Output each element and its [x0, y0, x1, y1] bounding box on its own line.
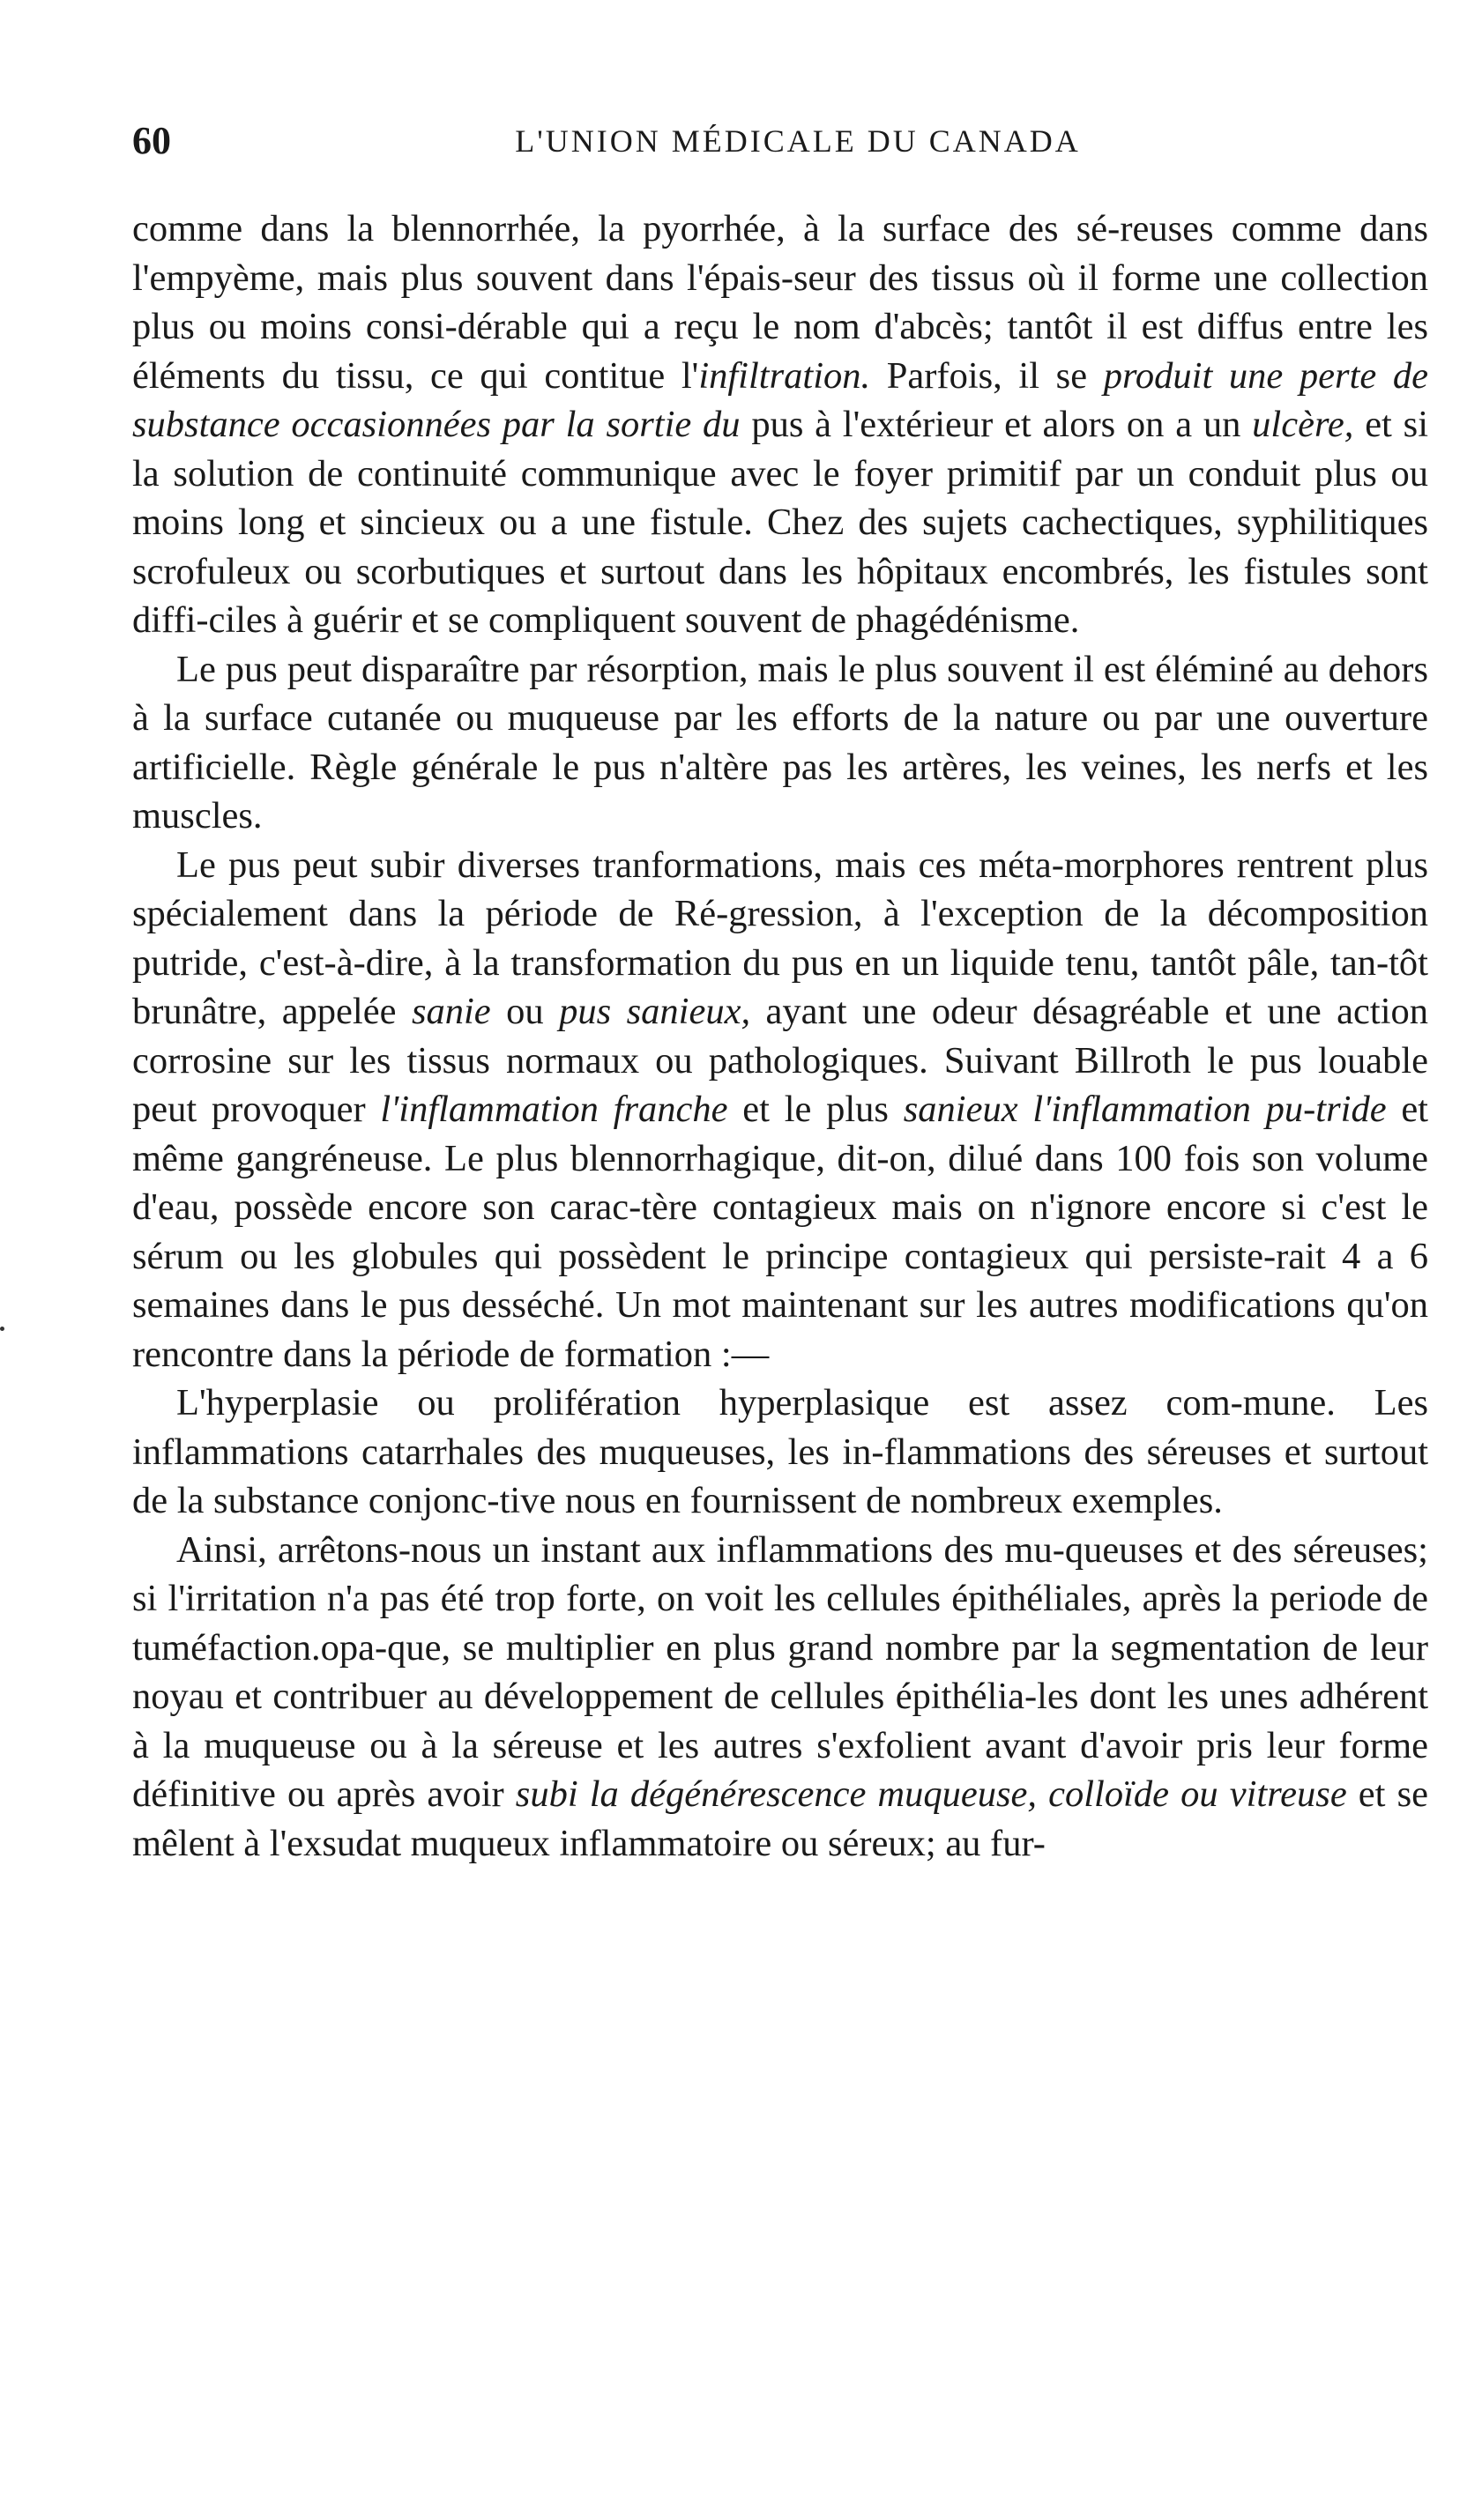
body-text [132, 204, 1428, 1868]
journal-title: L'UNION MÉDICALE DU CANADA [515, 123, 1081, 159]
book-page [132, 115, 1428, 1868]
paragraph-3: Le pus peut subir diverses tranformations, mais ces méta-morphores rentrent plus spécialement dans la période de Ré-gression, à l'exception de la décomposition putride, c'est-à-dire, à la transformation du pus en un liquide tenu, tantôt pâle, tan-tôt brunâtre, appelée sanie ou pus sanieux, ayant une odeur désagréable et une action corrosine sur les tissus normaux ou pathologiques. Suivant Billroth le pus louable peut provoquer l'inflammation franche et le plus sanieux l'inflammation pu-tride et même gangréneuse. Le plus blennorrhagique, dit-on, dilué dans 100 fois son volume d'eau, possède encore son carac-tère contagieux mais on n'ignore encore si c'est le sérum ou les globules qui possèdent le principe contagieux qui persiste-rait 4 a 6 semaines dans le pus desséché. Un mot maintenant sur les autres modifications qu'on rencontre dans la période de formation :— [132, 844, 1428, 1375]
paragraph-2: Le pus peut disparaître par résorption, mais le plus souvent il est éléminé au dehors à la surface cutanée ou muqueuse par les efforts de la nature ou par une ouverture artificielle. Règle générale le pus n'altère pas les artères, les veines, les nerfs et les muscles. [132, 648, 1428, 836]
page-number: 60 [132, 119, 171, 162]
paragraph-5: Ainsi, arrêtons-nous un instant aux inflammations des mu-queuses et des séreuses; si l'irritation n'a pas été trop forte, on voit les cellules épithéliales, après la periode de tuméfaction.opa-que, se multiplier en plus grand nombre par la segmentation de leur noyau et contribuer au développement de cellules épithélia-les dont les unes adhérent à la muqueuse ou à la séreuse et les autres s'exfolient avant d'avoir pris leur forme définitive ou après avoir subi la dégénérescence muqueuse, colloïde ou vitreuse et se mêlent à l'exsudat muqueux inflammatoire ou séreux; au fur- [132, 1528, 1428, 1864]
running-head [132, 115, 1428, 167]
margin-speck [0, 1327, 4, 1331]
paragraph-1: comme dans la blennorrhée, la pyorrhée, à la surface des sé-reuses comme dans l'empyème, mais plus souvent dans l'épais-seur des tissus où il forme une collection plus ou moins consi-dérable qui a reçu le nom d'abcès; tantôt il est diffus entre les éléments du tissu, ce qui contitue l'infiltration. Parfois, il se produit une perte de substance occasionnées par la sortie du pus à l'extérieur et alors on a un ulcère, et si la solution de continuité communique avec le foyer primitif par un conduit plus ou moins long et sincieux ou a une fistule. Chez des sujets cachectiques, syphilitiques scrofuleux ou scorbutiques et surtout dans les hôpitaux encombrés, les fistules sont diffi-ciles à guérir et se compliquent souvent de phagédénisme. [132, 208, 1428, 641]
paragraph-4: L'hyperplasie ou prolifération hyperplasique est assez com-mune. Les inflammations catarrhales des muqueuses, les in-flammations des séreuses et surtout de la substance conjonc-tive nous en fournissent de nombreux exemples. [132, 1382, 1428, 1521]
